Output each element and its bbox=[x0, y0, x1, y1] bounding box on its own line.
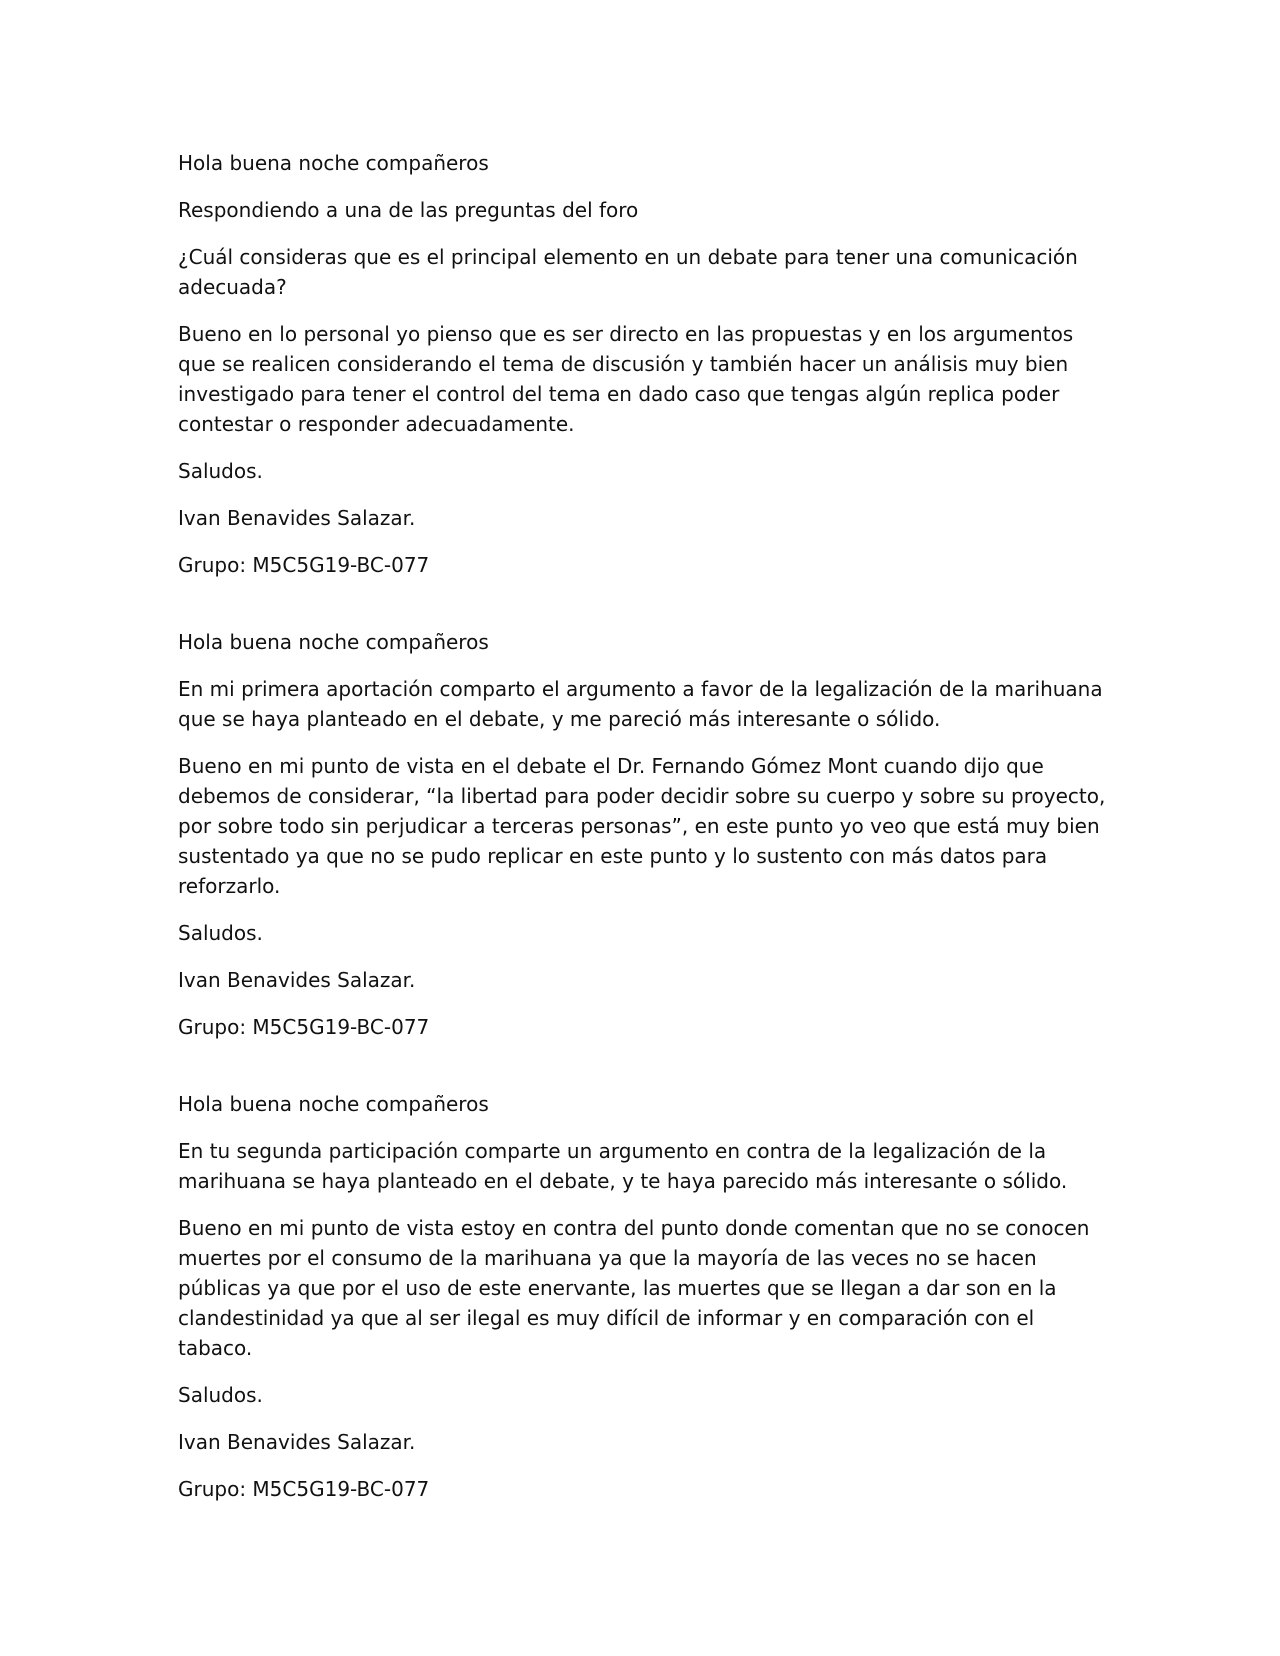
forum-post-2 bbox=[178, 627, 1108, 1042]
greeting: Hola buena noche compañeros bbox=[178, 1092, 489, 1116]
greeting: Hola buena noche compañeros bbox=[178, 151, 489, 175]
prompt-paragraph: En mi primera aportación comparto el argumento a favor de la legalización de la marihuana que se haya planteado en el debate, y me pareció más interesante o sólido. bbox=[178, 677, 1103, 731]
answer-paragraph: Bueno en mi punto de vista estoy en contra del punto donde comentan que no se conocen muertes por el consumo de la marihuana ya que la mayoría de las veces no se hacen públicas ya que por el uso de este enervante, las muertes que se llegan a dar son en la clandestinidad ya que al ser ilegal es muy difícil de informar y en comparación con el tabaco. bbox=[178, 1216, 1090, 1360]
prompt-paragraph: En tu segunda participación comparte un argumento en contra de la legalización de la marihuana se haya planteado en el debate, y te haya parecido más interesante o sólido. bbox=[178, 1139, 1068, 1193]
document-body bbox=[178, 148, 1108, 1521]
greeting: Hola buena noche compañeros bbox=[178, 630, 489, 654]
author-name: Ivan Benavides Salazar. bbox=[178, 968, 416, 992]
forum-post-1 bbox=[178, 148, 1108, 580]
forum-question: ¿Cuál consideras que es el principal elemento en un debate para tener una comunicación adecuada? bbox=[178, 245, 1078, 299]
forum-post-3 bbox=[178, 1089, 1108, 1504]
group-id: Grupo: M5C5G19-BC-077 bbox=[178, 1015, 430, 1039]
group-id: Grupo: M5C5G19-BC-077 bbox=[178, 553, 430, 577]
closing: Saludos. bbox=[178, 1383, 263, 1407]
answer-paragraph: Bueno en lo personal yo pienso que es ser directo en las propuestas y en los argumentos que se realicen considerando el tema de discusión y también hacer un análisis muy bien investigado para tener el control del tema en dado caso que tengas algún replica poder contestar o responder adecuadamente. bbox=[178, 322, 1074, 436]
group-id: Grupo: M5C5G19-BC-077 bbox=[178, 1477, 430, 1501]
author-name: Ivan Benavides Salazar. bbox=[178, 1430, 416, 1454]
answer-paragraph: Bueno en mi punto de vista en el debate el Dr. Fernando Gómez Mont cuando dijo que debemos de considerar, “la libertad para poder decidir sobre su cuerpo y sobre su proyecto, por sobre todo sin perjudicar a terceras personas”, en este punto yo veo que está muy bien sustentado ya que no se pudo replicar en este punto y lo sustento con más datos para reforzarlo. bbox=[178, 754, 1106, 898]
intro-line: Respondiendo a una de las preguntas del foro bbox=[178, 198, 639, 222]
closing: Saludos. bbox=[178, 459, 263, 483]
author-name: Ivan Benavides Salazar. bbox=[178, 506, 416, 530]
closing: Saludos. bbox=[178, 921, 263, 945]
